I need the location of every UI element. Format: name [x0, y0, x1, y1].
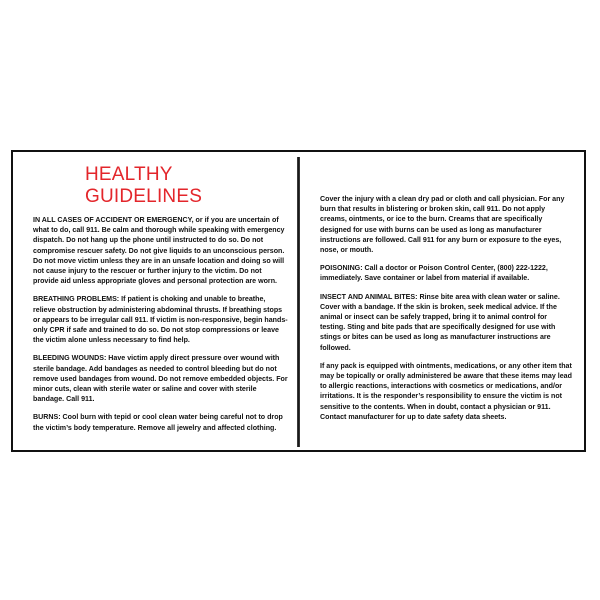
paragraph-medications-warning: If any pack is equipped with ointments, medications, or any other item that may be topically or orally administered be aware that these items may lead to allergic reactions, interactions with cosmetics or medications, and/or irritations. It is the responder’s responsibility to ensure the victim is not sensitive to the contents. When in doubt, contact a physician or 911. Contact manufacturer for up to date safety data sheets. [320, 361, 572, 421]
paragraph-emergency: IN ALL CASES OF ACCIDENT OR EMERGENCY, or if you are uncertain of what to do, call 911. Be calm and thorough while speaking with emergency dispatch. Do not hang up the phone until instructed to do so. Do not compromise rescuer safety. Do not give liquids to an unconscious person. Do not move victim unless they are in an unsafe location and doing so will not cause injury to the rescuer or further injury to the victim. Do not provide aid unless appropriate gloves and personal protection are worn. [33, 216, 285, 286]
paragraph-bleeding-wounds: BLEEDING WOUNDS: Have victim apply direct pressure over wound with sterile bandage. Add bandages as needed to control bleeding but do not remove used bandages from wound. Do not remove embedded objects. For minor cuts, clean with sterile water or saline and cover with sterile bandage. Call 911. [33, 354, 288, 404]
page-title: HEALTHY GUIDELINES [85, 164, 203, 207]
right-column [320, 194, 572, 430]
page-divider [297, 157, 300, 447]
paragraph-breathing-problems: BREATHING PROBLEMS: If patient is choking and unable to breathe, relieve obstruction by administering abdominal thrusts. If breathing stops or appears to be irregular call 911. If victim is non-responsive, begin hands-only CPR if safe and trained to do so. Do not stop compressions or leave the victim alone unless necessary to find help. [33, 295, 288, 345]
guidelines-card [11, 150, 586, 452]
paragraph-poisoning: POISONING: Call a doctor or Poison Control Center, (800) 222-1222, immediately. Save container or label from material if available. [320, 264, 548, 283]
left-column [33, 164, 288, 441]
paragraph-burns: BURNS: Cool burn with tepid or cool clean water being careful not to drop the victim’s body temperature. Remove all jewelry and affected clothing. [33, 413, 283, 432]
paragraph-insect-animal-bites: INSECT AND ANIMAL BITES: Rinse bite area with clean water or saline. Cover with a bandage. If the skin is broken, seek medical advice. If the animal or insect can be safely trapped, bring it to animal control for testing. Sting and bite pads that are specifically designed for use with stings or bites can be used as long as manufacturer instructions are followed. [320, 292, 560, 352]
paragraph-burns-continued: Cover the injury with a clean dry pad or cloth and call physician. For any burn that results in blistering or broken skin, call 911. Do not apply creams, ointments, or ice to the burn. Creams that are specifically designed for use with burns can be used as long as manufacturer instructions are followed. Call 911 for any burn or exposure to the eyes, nose, or mouth. [320, 195, 565, 255]
